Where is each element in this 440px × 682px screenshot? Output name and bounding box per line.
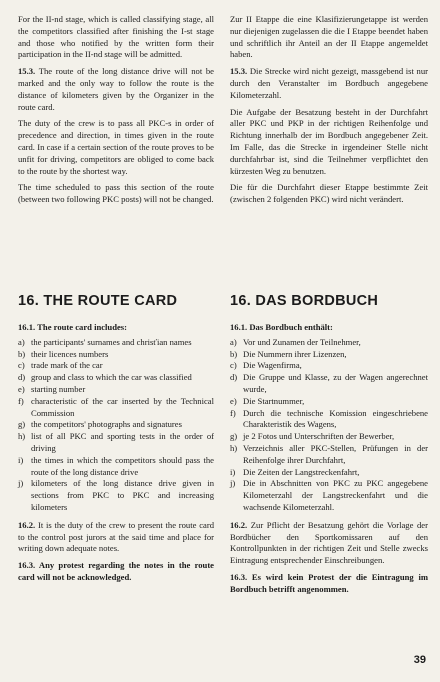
list-item: h) list of all PKC and sporting tests in the order of driving bbox=[18, 431, 214, 453]
route-card-heading: 16. THE ROUTE CARD bbox=[18, 293, 178, 309]
list-item: d) Die Gruppe und Klasse, zu der Wagen angerechnet wurde, bbox=[230, 372, 428, 394]
de-16-2-paragraph: 16.2. Zur Pflicht der Besatzung gehört die Vorlage der Bordbücher den Sportkomissaren auf den Kontrollpunkten in der richtigen Zeit und Stelle zwecks Eintragung entsprechender Einschreibungen. bbox=[230, 519, 428, 566]
en-16-2-paragraph: 16.2. It is the duty of the crew to present the route card to the control post jurors at the said time and place for writing down adequate notes. bbox=[18, 519, 214, 554]
de-duty-paragraph: Die Aufgabe der Besatzung besteht in der Durchfahrt aller PKC und PKP in der richtigen Reihenfolge und Richtung innerhalb der im Bordbuch angegebener Zeit. Im Falle, das die Strecke in irgendeiner Stelle nicht durchfahrbar ist, sind die Teilnehmer verpflichtet den kürzesten Weg zu benutzen. bbox=[230, 106, 428, 176]
list-item: j) Die in Abschnitten von PKC zu PKC angegebene Kilometerzahl der Langstreckenfahrt und die wachsende Kilometerzahl. bbox=[230, 478, 428, 512]
list-item: i) Die Zeiten der Langstreckenfahrt, bbox=[230, 466, 360, 477]
de-15-3-number: 15.3. bbox=[230, 66, 248, 77]
list-item: f) characteristic of the car inserted by the Technical Commission bbox=[18, 395, 214, 418]
route-card-section bbox=[18, 292, 214, 589]
top-column-english bbox=[18, 14, 214, 211]
en-15-3-paragraph bbox=[18, 66, 214, 113]
de-intro-paragraph: Zur II Etappe die eine Klasifizierungetappe ist werden nur diejenigen zugelassen die die I Etappe beendet haben und schriftlich ihr Anteil an der II Etappe angemeldet haben. bbox=[230, 14, 428, 60]
route-card-list bbox=[18, 337, 214, 514]
list-item: e) Die Startnummer, bbox=[230, 395, 305, 406]
bordbuch-list bbox=[230, 337, 428, 514]
de-time-paragraph: Die für die Durchfahrt dieser Etappe bestimmte Zeit (zwischen 2 folgenden PKC) wird nicht verändert. bbox=[230, 182, 428, 205]
list-item: h) Verzeichnis aller PKC-Stellen, Prüfungen in der Reihenfolge ihrer Durchfahrt, bbox=[230, 442, 428, 465]
de-15-3-paragraph bbox=[230, 66, 428, 101]
en-intro-paragraph: For the II-nd stage, which is called classifying stage, all the competitors classified after finishing the I-st stage and those who notified by the written form their participation in the II-nd stage will be admitted. bbox=[18, 14, 214, 60]
top-column-german bbox=[230, 14, 428, 211]
en-15-3-number: 15.3. bbox=[18, 66, 36, 77]
list-item: b) Die Nummern ihrer Lizenzen, bbox=[230, 348, 347, 359]
list-item: b) their licences numbers bbox=[18, 348, 109, 359]
bordbuch-heading: 16. DAS BORDBUCH bbox=[230, 293, 379, 309]
list-item: a) Vor und Zunamen der Teilnehmer, bbox=[230, 336, 361, 347]
de-15-3-text: Die Strecke wird nicht gezeigt, massgebend ist nur durch den Veranstalter im Bordbuch angegebene Kilometerzahl. bbox=[230, 66, 428, 100]
route-card-subheading: 16.1. The route card includes: bbox=[18, 322, 128, 332]
list-item: j) kilometers of the long distance drive given in sections from PKC to PKC and increasing kilometers bbox=[18, 478, 214, 512]
list-item: d) group and class to which the car was classified bbox=[18, 372, 192, 383]
list-item: g) the competitors' photographs and signatures bbox=[18, 419, 182, 430]
page-number: 39 bbox=[413, 654, 426, 666]
en-16-3-paragraph: 16.3. Any protest regarding the notes in the route card will not be acknowledged. bbox=[18, 560, 214, 582]
list-item: g) je 2 Fotos und Unterschriften der Bewerber, bbox=[230, 431, 395, 442]
bordbuch-subheading: 16.1. Das Bordbuch enthält: bbox=[230, 322, 333, 332]
list-item: c) trade mark of the car bbox=[18, 360, 103, 371]
bordbuch-section bbox=[230, 292, 428, 601]
list-item: c) Die Wagenfirma, bbox=[230, 360, 302, 371]
de-16-3-paragraph: 16.3. Es wird kein Protest der die Eintragung im Bordbuch betrifft angenommen. bbox=[230, 571, 428, 594]
list-item: i) the times in which the competitors should pass the route of the long distance drive bbox=[18, 454, 214, 477]
list-item: f) Durch die technische Komission eingeschriebene Charakteristik des Wagens, bbox=[230, 407, 428, 430]
list-item: e) starting number bbox=[18, 383, 86, 394]
en-duty-paragraph: The duty of the crew is to pass all PKC-s in order of precedence and direction, in times given in the route card. In case if a certain section of the route proves to be unfit for driving, competitors are obliged to come back to the route by the shortest way. bbox=[18, 118, 214, 176]
list-item: a) the participants' surnames and chrisťian names bbox=[18, 336, 192, 347]
en-15-3-text: The route of the long distance drive will not be marked and the only way to follow the route is the distance of kilometers given by the Organizer in the route card. bbox=[18, 66, 214, 112]
en-time-paragraph: The time scheduled to pass this section of the route (between two following PKC posts) will not be changed. bbox=[18, 182, 214, 205]
